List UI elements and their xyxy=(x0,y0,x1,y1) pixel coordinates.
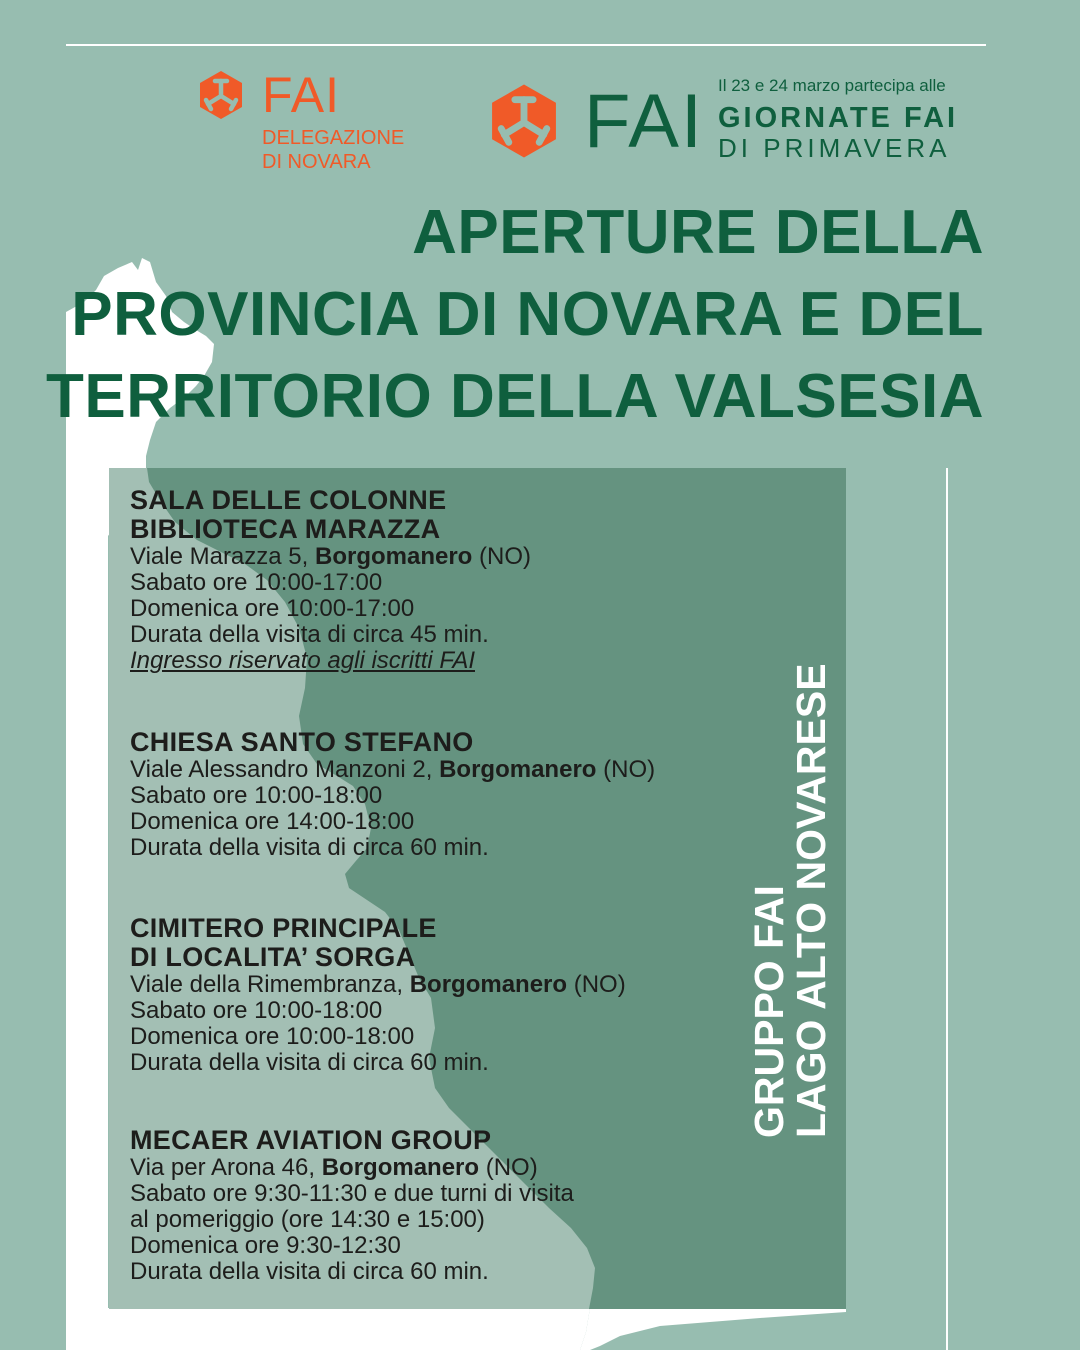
venue-saturday-cont: al pomeriggio (ore 14:30 e 15:00) xyxy=(130,1206,485,1233)
venue-name: CIMITERO PRINCIPALE xyxy=(130,913,437,943)
venue-saturday: Sabato ore 10:00-18:00 xyxy=(130,782,383,809)
giornate-title: GIORNATE FAI xyxy=(718,102,959,134)
fai-emblem-icon xyxy=(196,70,246,120)
venues-panel xyxy=(109,468,846,1309)
venue-address: Viale Marazza 5, Borgomanero (NO) xyxy=(130,543,531,570)
giornate-subtitle: DI PRIMAVERA xyxy=(718,133,951,163)
venue-sunday: Domenica ore 10:00-18:00 xyxy=(130,1023,415,1050)
venue-saturday: Sabato ore 10:00-17:00 xyxy=(130,569,383,596)
venue-name: CHIESA SANTO STEFANO xyxy=(130,727,474,757)
venue-saturday: Sabato ore 10:00-18:00 xyxy=(130,997,383,1024)
venue-duration: Durata della visita di circa 45 min. xyxy=(130,621,489,648)
venue-duration: Durata della visita di circa 60 min. xyxy=(130,1049,489,1076)
venue-name: SALA DELLE COLONNE xyxy=(130,485,447,515)
venue-name: MECAER AVIATION GROUP xyxy=(130,1125,492,1155)
venue-address: Via per Arona 46, Borgomanero (NO) xyxy=(130,1154,538,1181)
top-divider xyxy=(66,44,986,46)
delegazione-line2: DI NOVARA xyxy=(262,151,371,173)
giornate-fai-label xyxy=(718,76,958,164)
venue-saturday: Sabato ore 9:30-11:30 e due turni di visita xyxy=(130,1180,574,1207)
venue-sala-delle-colonne xyxy=(130,486,531,674)
venue-sunday: Domenica ore 14:00-18:00 xyxy=(130,808,415,835)
gruppo-fai-label xyxy=(748,663,832,1138)
fai-emblem-icon xyxy=(486,80,562,162)
fai-wordmark-small: FAI xyxy=(262,67,341,123)
group-line1: GRUPPO FAI xyxy=(746,885,792,1138)
venue-note: Ingresso riservato agli iscritti FAI xyxy=(130,647,475,674)
venue-sunday: Domenica ore 9:30-12:30 xyxy=(130,1232,401,1259)
giornate-intro: Il 23 e 24 marzo partecipa alle xyxy=(718,76,946,95)
venue-duration: Durata della visita di circa 60 min. xyxy=(130,834,489,861)
headline-line1: APERTURE DELLA xyxy=(412,198,984,267)
venue-name: DI LOCALITA’ SORGA xyxy=(130,942,416,972)
group-line2: LAGO ALTO NOVARESE xyxy=(788,663,834,1138)
venue-sunday: Domenica ore 10:00-17:00 xyxy=(130,595,415,622)
venue-chiesa-santo-stefano xyxy=(130,728,655,861)
delegazione-label xyxy=(262,126,404,174)
delegazione-line1: DELEGAZIONE xyxy=(262,127,405,149)
headline-line2: PROVINCIA DI NOVARA E DEL xyxy=(71,280,984,349)
venue-address: Viale Alessandro Manzoni 2, Borgomanero (NO) xyxy=(130,756,656,783)
headline-line3: TERRITORIO DELLA VALSESIA xyxy=(46,362,984,431)
venue-address: Viale della Rimembranza, Borgomanero (NO) xyxy=(130,971,626,998)
page-headline xyxy=(46,192,984,438)
venue-name: BIBLIOTECA MARAZZA xyxy=(130,514,441,544)
right-divider xyxy=(946,468,948,1350)
venue-duration: Durata della visita di circa 60 min. xyxy=(130,1258,489,1285)
venue-cimitero-principale xyxy=(130,914,626,1076)
fai-wordmark-large: FAI xyxy=(584,79,705,164)
venue-mecaer-aviation-group xyxy=(130,1126,574,1285)
